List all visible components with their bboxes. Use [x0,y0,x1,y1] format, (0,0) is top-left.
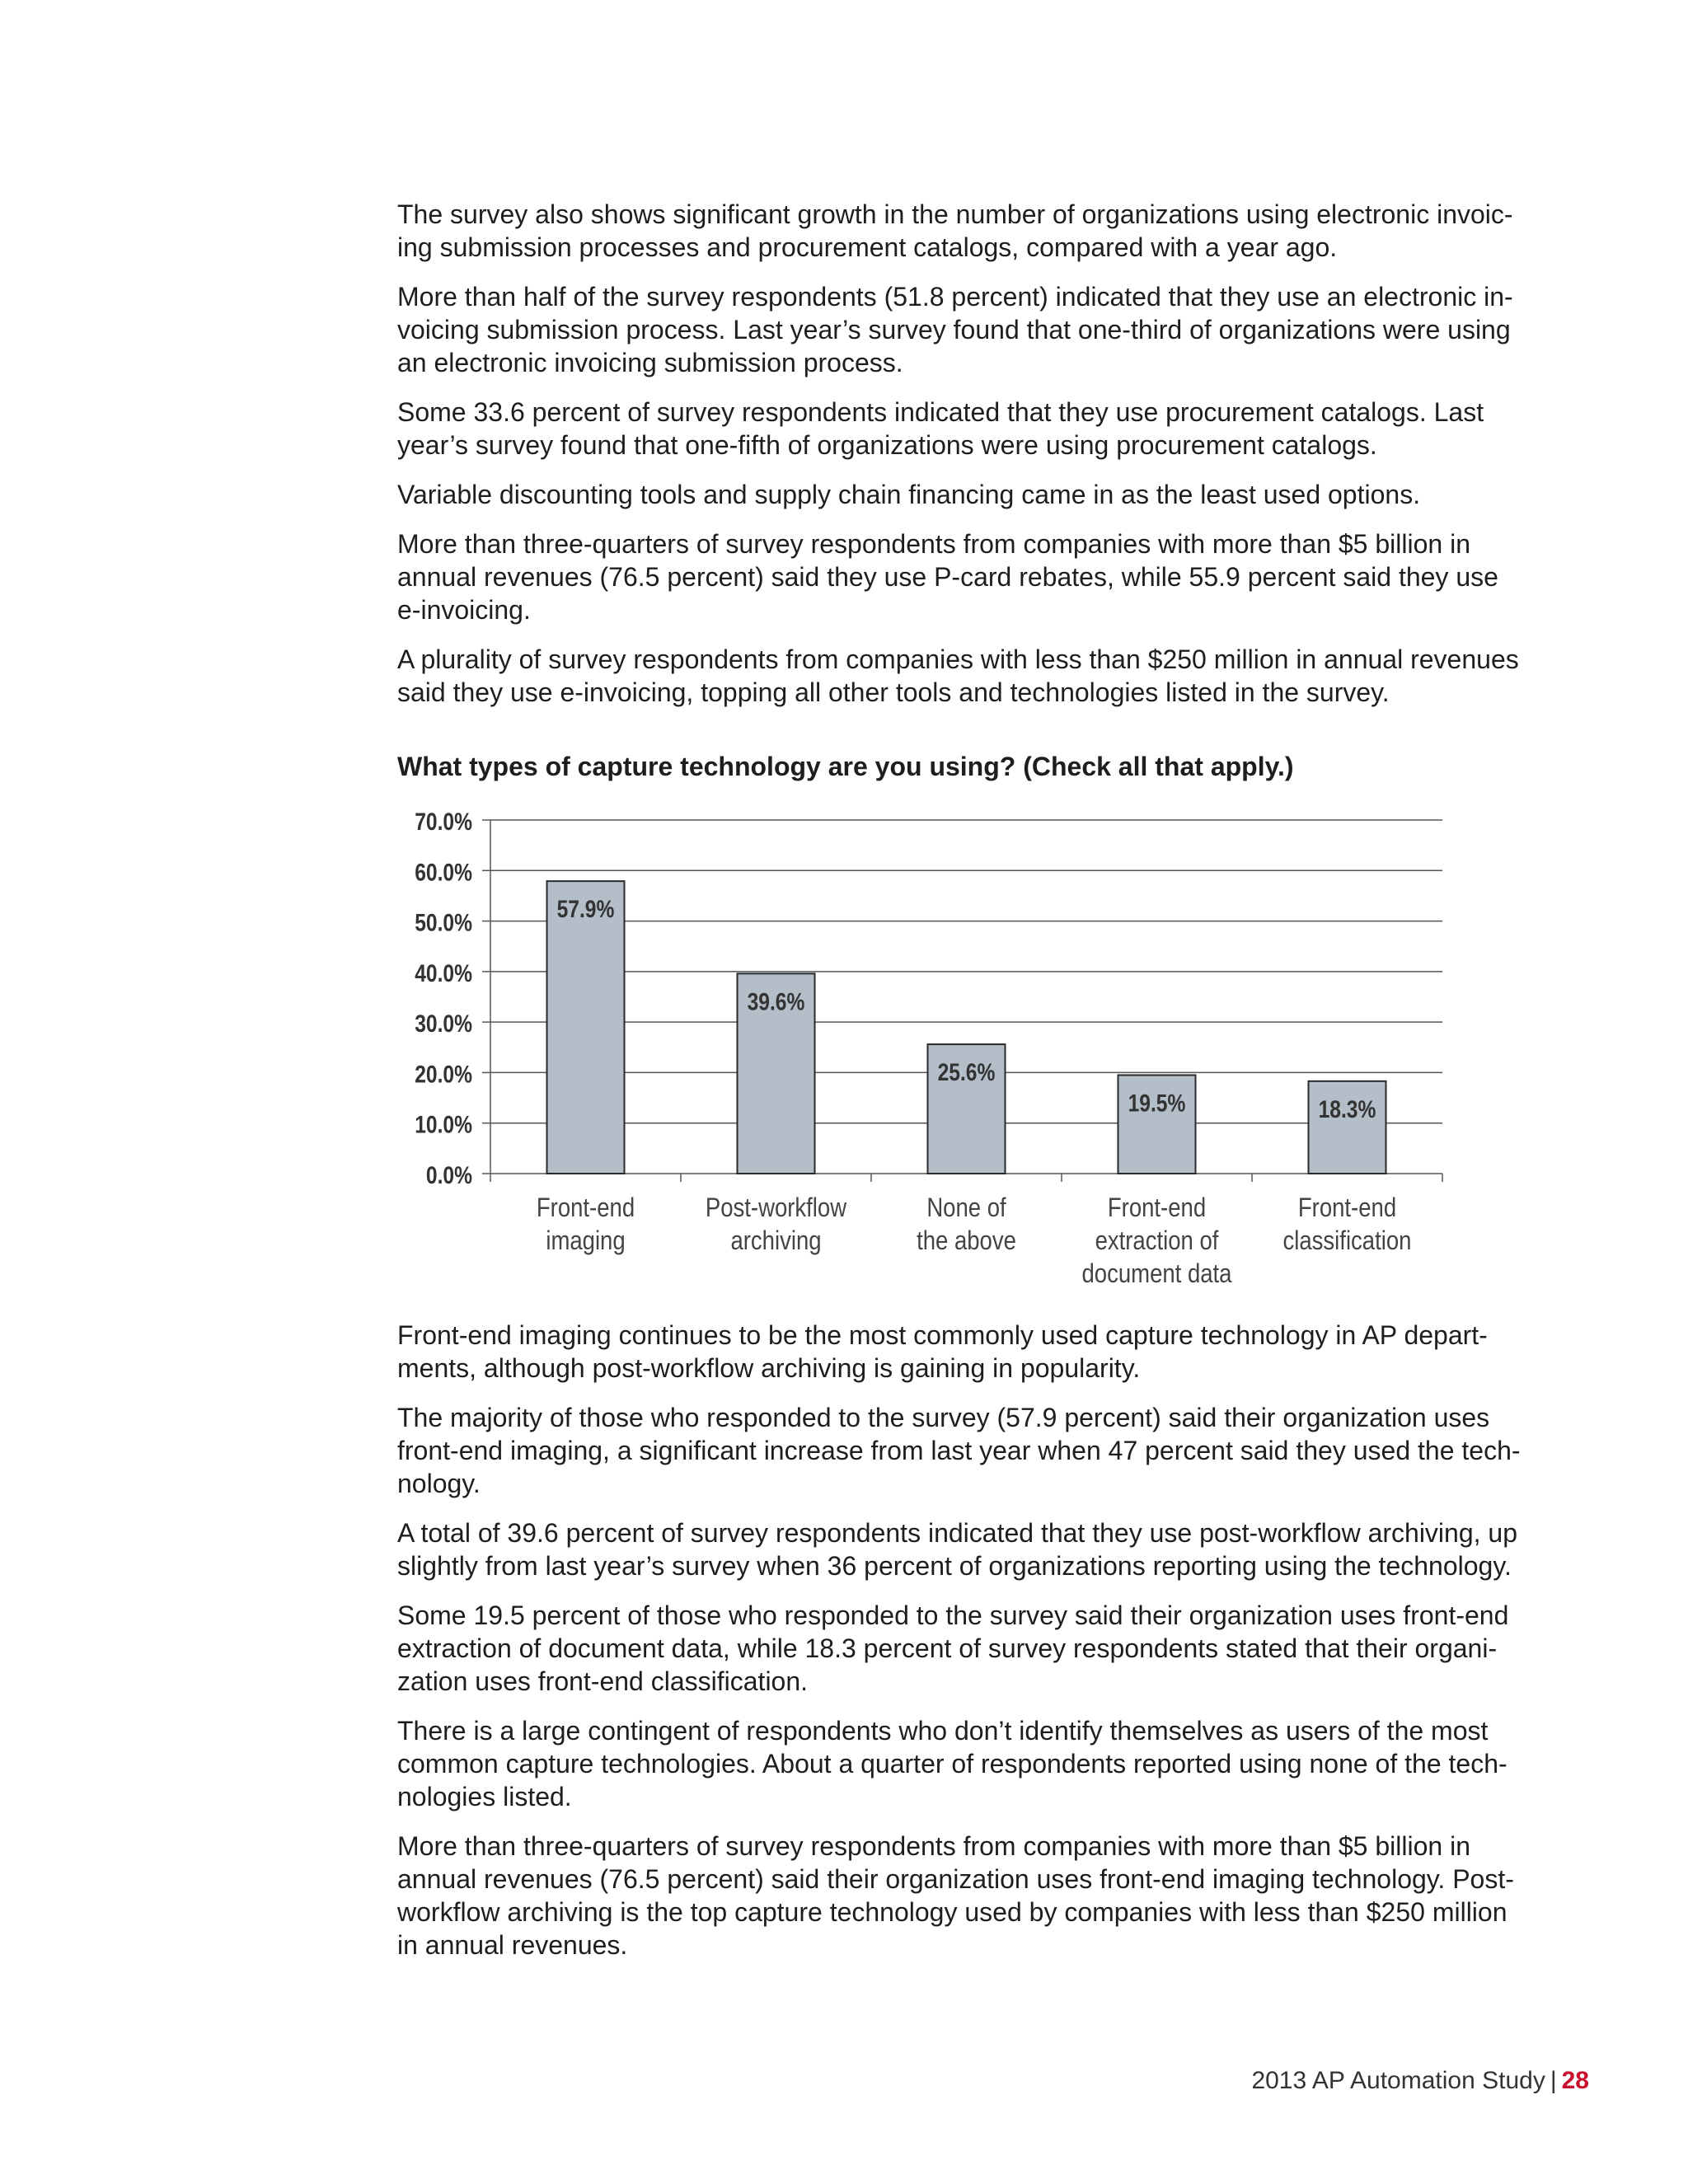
paragraph: More than three-quarters of survey respondents from companies with more than $5 billion in annual revenues (76.5 percent) said their organization uses front-end imaging technology. Post- workflow archiving is the top capture technology used by companies with less than $250 million in annual revenues. [397,1831,1514,1960]
body-text-bottom [397,1319,1592,1978]
data-label: 57.9% [556,894,615,923]
chart-title: What types of capture technology are you using? (Check all that apply.) [397,752,1294,781]
paragraph: Front-end imaging continues to be the most commonly used capture technology in AP depart- ments, although post-workflow archiving is gaining in popularity. [397,1320,1488,1383]
y-tick-label: 60.0% [415,857,472,886]
bar [547,881,625,1174]
y-tick-label: 30.0% [415,1009,472,1038]
body-text-top [397,198,1592,725]
data-label: 39.6% [747,987,805,1015]
category-label: Front-end [1107,1193,1207,1223]
paragraph: A total of 39.6 percent of survey respondents indicated that they use post-workflow archiving, up slightly from last year’s survey when 36 percent of organizations reporting using the technology. [397,1518,1517,1581]
data-label: 18.3% [1318,1094,1376,1123]
category-label: Front-end [1297,1193,1397,1223]
category-label: document data [1081,1259,1232,1289]
paragraph: A plurality of survey respondents from companies with less than $250 million in annual revenues said they use e-invoicing, topping all other tools and technologies listed in the survey. [397,644,1519,707]
footer-title: 2013 AP Automation Study [1251,2067,1545,2094]
category-label: classification [1282,1226,1412,1256]
paragraph: The survey also shows significant growth in the number of organizations using electronic invoic- ing submission processes and procurement catalogs, compared with a year ago. [397,199,1513,262]
y-tick-label: 20.0% [415,1060,472,1088]
paragraph: Some 33.6 percent of survey respondents indicated that they use procurement catalogs. Last year’s survey found that one-fifth of organizations were using procurement catalogs. [397,397,1484,460]
y-tick-label: 10.0% [415,1110,472,1139]
category-label: imaging [546,1226,626,1256]
page-footer [1251,2067,1589,2095]
paragraph: More than half of the survey respondents (51.8 percent) indicated that they use an electronic in- voicing submission process. Last year’s survey found that one-third of organizations were using an electronic invoicing submission process. [397,282,1513,377]
paragraph: There is a large contingent of respondents who don’t identify themselves as users of the most common capture technologies. About a quarter of respondents reported using none of the tech- nologies listed. [397,1716,1507,1811]
paragraph: The majority of those who responded to the survey (57.9 percent) said their organization uses front-end imaging, a significant increase from last year when 47 percent said they used the tech- nology. [397,1403,1521,1498]
y-tick-label: 50.0% [415,908,472,937]
category-label: extraction of [1095,1226,1219,1256]
data-label: 25.6% [937,1057,996,1086]
category-label: Front-end [536,1193,635,1223]
category-label: the above [917,1226,1016,1256]
footer-separator: | [1550,2067,1557,2094]
paragraph: More than three-quarters of survey respondents from companies with more than $5 billion in annual revenues (76.5 percent) said they use P-card rebates, while 55.9 percent said they use e-invoicing. [397,529,1498,625]
category-label: Post-workflow [705,1193,847,1223]
y-tick-label: 70.0% [415,807,472,836]
category-label: None of [926,1193,1006,1223]
paragraph: Some 19.5 percent of those who responded to the survey said their organization uses front-end extraction of document data, while 18.3 percent of survey respondents stated that their organi- zation uses front-end classification. [397,1601,1509,1696]
bar-chart [387,799,1459,1294]
data-label: 19.5% [1128,1089,1186,1118]
y-tick-label: 40.0% [415,958,472,987]
paragraph: Variable discounting tools and supply chain financing came in as the least used options. [397,480,1421,509]
category-label: archiving [730,1226,822,1256]
page-number: 28 [1561,2067,1589,2094]
y-tick-label: 0.0% [425,1160,472,1189]
